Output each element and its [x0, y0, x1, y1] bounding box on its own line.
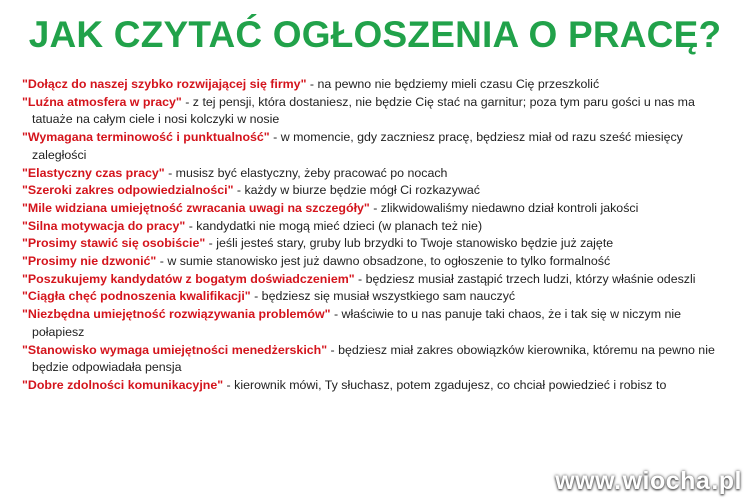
list-item: [22, 165, 734, 183]
ad-phrase: "Poszukujemy kandydatów z bogatym doświadczeniem": [22, 271, 355, 286]
ad-meaning: - jeśli jesteś stary, gruby lub brzydki to Twoje stanowisko będzie już zajęte: [205, 236, 614, 251]
watermark-prefix: www.: [555, 467, 622, 495]
ad-phrase: "Elastyczny czas pracy": [22, 165, 165, 180]
ad-meaning: - w sumie stanowisko jest już dawno obsadzone, to ogłoszenie to tylko formalność: [156, 254, 611, 269]
ad-meaning: - musisz być elastyczny, żeby pracować po nocach: [164, 165, 448, 180]
ad-meaning: - będziesz miał zakres obowiązków kierownika, któremu na pewno nie będzie odpowiadała pensja: [32, 342, 715, 375]
list-item: [22, 288, 734, 306]
list-item: [22, 182, 734, 200]
ad-meaning: - w momencie, gdy zaczniesz pracę, będziesz miał od razu sześć miesięcy zaległości: [32, 130, 683, 162]
watermark-suffix: .pl: [711, 467, 742, 495]
list-item: [22, 200, 734, 218]
list-item: [22, 342, 734, 377]
ad-meaning: - właściwie to u nas panuje taki chaos, że i tak się w niczym nie połapiesz: [32, 307, 682, 339]
site-watermark: [555, 467, 742, 496]
ad-phrase: "Luźna atmosfera w pracy": [22, 94, 182, 109]
ad-meaning: - każdy w biurze będzie mógł Ci rozkazywać: [233, 183, 480, 198]
ad-meaning: - zlikwidowaliśmy niedawno dział kontroli jakości: [369, 200, 639, 215]
ad-phrase: "Silna motywacja do pracy": [22, 218, 186, 233]
list-item: [22, 271, 734, 289]
list-item: [22, 129, 734, 164]
job-ad-list: [22, 76, 734, 395]
ad-meaning: - na pewno nie będziemy mieli czasu Cię przeszkolić: [306, 77, 600, 91]
list-item: [22, 253, 734, 271]
page-title: JAK CZYTAĆ OGŁOSZENIA O PRACĘ?: [28, 14, 722, 55]
ad-phrase: "Ciągła chęć podnoszenia kwalifikacji": [22, 289, 251, 304]
ad-meaning: - będziesz się musiał wszystkiego sam nauczyć: [250, 289, 516, 304]
list-item: [22, 377, 734, 395]
ad-meaning: - kandydatki nie mogą mieć dzieci (w planach też nie): [185, 218, 483, 233]
ad-phrase: "Szeroki zakres odpowiedzialności": [22, 183, 234, 198]
ad-phrase: "Stanowisko wymaga umiejętności menedżerskich": [22, 342, 328, 357]
ad-phrase: "Dobre zdolności komunikacyjne": [22, 377, 224, 392]
list-item: [22, 218, 734, 236]
watermark-mark: wiocha: [622, 467, 711, 495]
ad-meaning: - kierownik mówi, Ty słuchasz, potem zgadujesz, co chciał powiedzieć i robisz to: [223, 377, 667, 392]
ad-phrase: "Dołącz do naszej szybko rozwijającej się firmy": [22, 77, 307, 91]
list-item: [22, 76, 734, 94]
list-item: [22, 94, 734, 129]
list-item: [22, 235, 734, 253]
ad-phrase: "Prosimy nie dzwonić": [22, 254, 157, 269]
ad-meaning: - będziesz musiał zastąpić trzech ludzi, którzy właśnie odeszli: [354, 271, 696, 286]
ad-phrase: "Wymagana terminowość i punktualność": [22, 130, 270, 145]
ad-phrase: "Prosimy stawić się osobiście": [22, 236, 206, 251]
ad-meaning: - z tej pensji, która dostaniesz, nie będzie Cię stać na garnitur; poza tym paru gości u nas ma tatuaże na całym ciele i nosi kolczyki w nosie: [32, 94, 695, 127]
ad-phrase: "Niezbędna umiejętność rozwiązywania problemów": [22, 307, 331, 322]
list-item: [22, 306, 734, 341]
ad-phrase: "Mile widziana umiejętność zwracania uwagi na szczegóły": [22, 200, 370, 215]
